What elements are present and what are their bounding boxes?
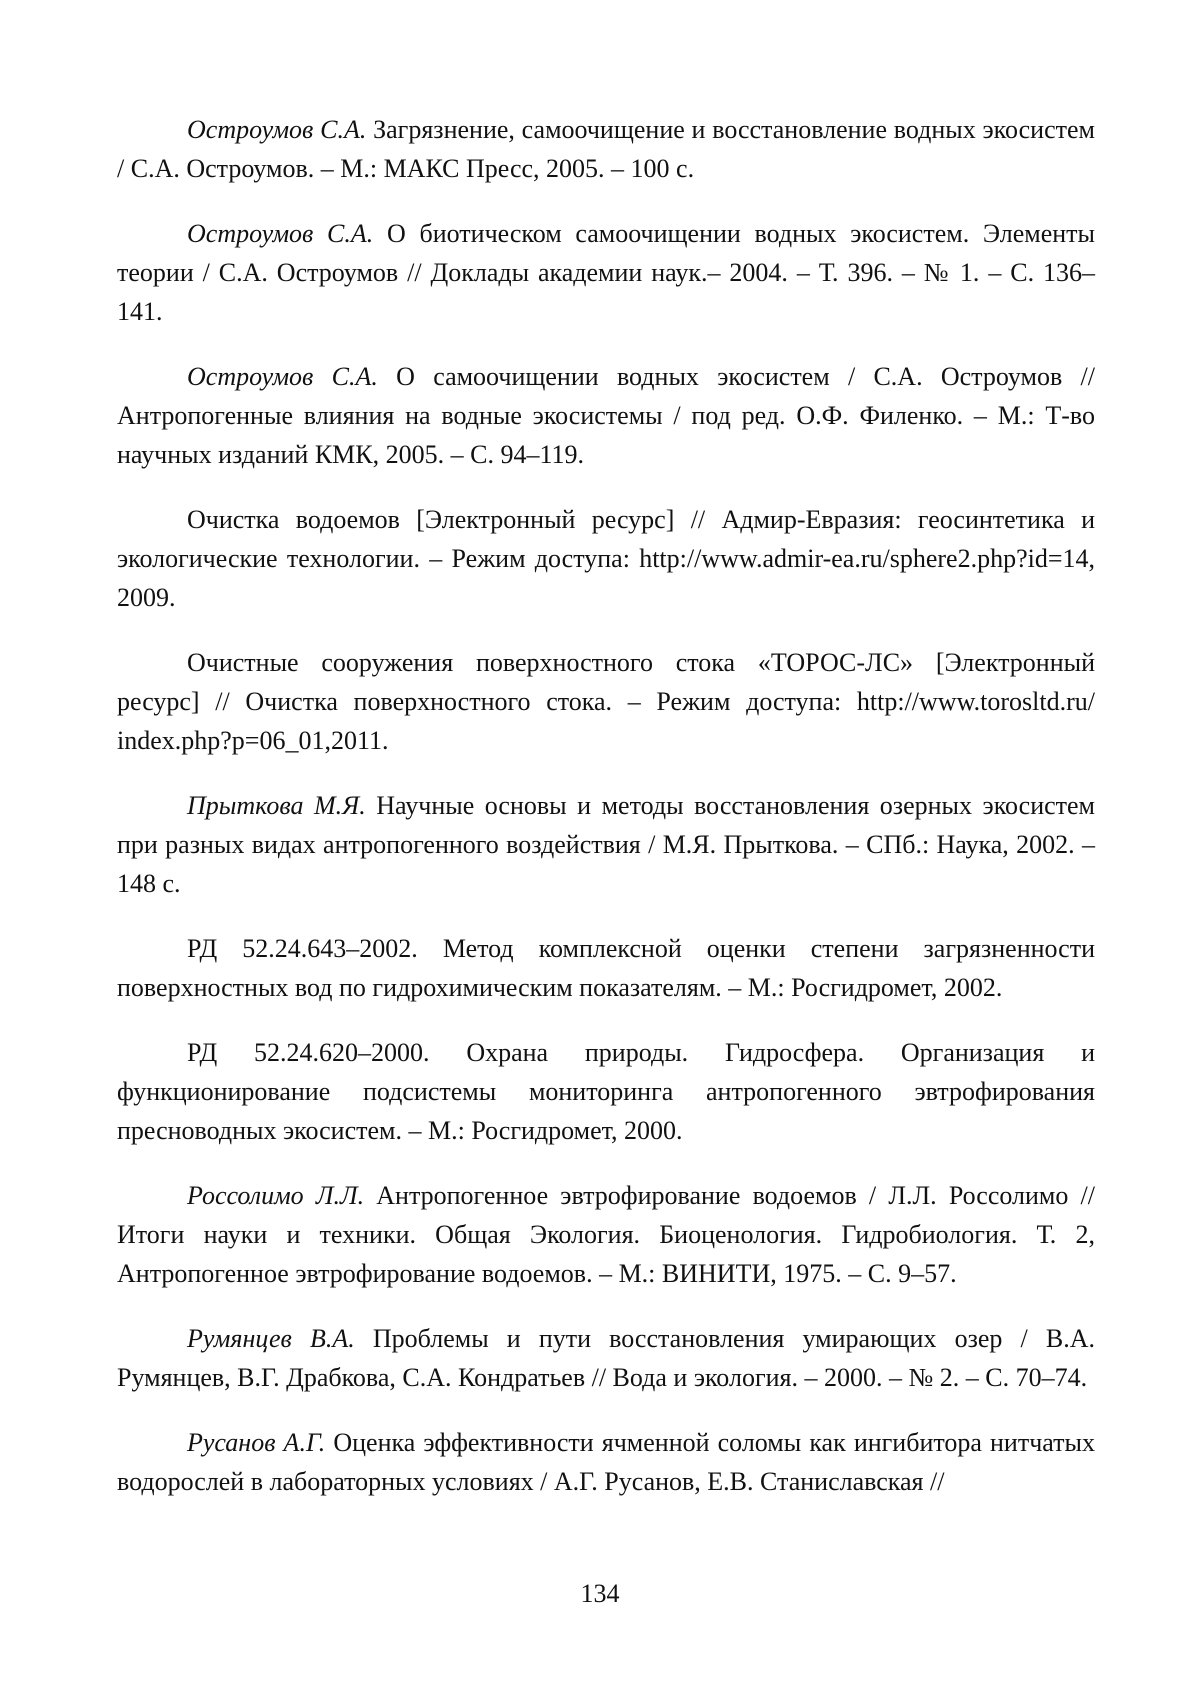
reference-text: Загрязнение, самоочищение и восстановление водных экосистем / С.А. Остроумов. – М.: МАКС Пресс, 2005. – 100 с. <box>117 115 1095 183</box>
reference-text: Проблемы и пути восстановления умирающих озер / В.А. Румянцев, В.Г. Драбкова, С.А. Кондратьев // Вода и экология. – 2000. – № 2. – С. 70–74. <box>117 1324 1096 1392</box>
reference-entry <box>117 786 1095 903</box>
reference-entry <box>117 110 1095 188</box>
reference-entry <box>117 929 1095 1007</box>
reference-text: Оценка эффективности ячменной соломы как ингибитора нитчатых водорослей в лабораторных условиях / А.Г. Русанов, Е.В. Станиславская // <box>117 1428 1095 1496</box>
reference-entry <box>117 357 1095 474</box>
reference-entry <box>117 643 1095 760</box>
reference-text: О самоочищении водных экосистем / С.А. Остроумов // Антропогенные влияния на водные экосистемы / под ред. О.Ф. Филенко. – М.: Т-во научных изданий КМК, 2005. – С. 94–119. <box>117 362 1095 469</box>
reference-entry <box>117 214 1095 331</box>
reference-author: Румянцев В.А. <box>187 1324 355 1353</box>
reference-text: Очистка водоемов [Электронный ресурс] // Адмир-Евразия: геосинтетика и экологические технологии. – Режим доступа: http://www.admir-ea.ru/sphere2.php?id=14, 2009. <box>117 505 1095 612</box>
reference-entry <box>117 1033 1095 1150</box>
reference-author: Остроумов С.А. <box>187 362 378 391</box>
reference-text: РД 52.24.620–2000. Охрана природы. Гидросфера. Организация и функционирование подсистемы мониторинга антропогенного эвтрофирования пресноводных экосистем. – М.: Росгидромет, 2000. <box>117 1038 1095 1145</box>
reference-text: Очистные сооружения поверхностного стока «ТОРОС-ЛС» [Электронный ресурс] // Очистка поверхностного стока. – Режим доступа: http://www.torosltd.ru/ index.php?p=06_01,2011. <box>117 648 1095 755</box>
reference-list <box>117 110 1095 1527</box>
reference-entry <box>117 1423 1095 1501</box>
reference-text: РД 52.24.643–2002. Метод комплексной оценки степени загрязненности поверхностных вод по гидрохимическим показателям. – М.: Росгидромет, 2002. <box>117 934 1095 1002</box>
reference-author: Русанов А.Г. <box>187 1428 326 1457</box>
reference-author: Остроумов С.А. <box>187 219 374 248</box>
reference-text: Антропогенное эвтрофирование водоемов / Л.Л. Россолимо // Итоги науки и техники. Общая Экология. Биоценология. Гидробиология. Т. 2, Антропогенное эвтрофирование водоемов. – М.: ВИНИТИ, 1975. – С. 9–57. <box>117 1181 1096 1288</box>
reference-author: Прыткова М.Я. <box>187 791 366 820</box>
reference-entry <box>117 1176 1095 1293</box>
reference-author: Остроумов С.А. <box>187 115 367 144</box>
reference-text: Научные основы и методы восстановления озерных экосистем при разных видах антропогенного воздействия / М.Я. Прыткова. – СПб.: Наука, 2002. –148 с. <box>117 791 1095 898</box>
reference-entry <box>117 500 1095 617</box>
page-number: 134 <box>580 1579 620 1608</box>
reference-author: Россолимо Л.Л. <box>187 1181 365 1210</box>
reference-entry <box>117 1319 1095 1397</box>
reference-text: О биотическом самоочищении водных экосистем. Элементы теории / С.А. Остроумов // Доклады академии наук.– 2004. – Т. 396. – № 1. – С. 136–141. <box>117 219 1095 326</box>
